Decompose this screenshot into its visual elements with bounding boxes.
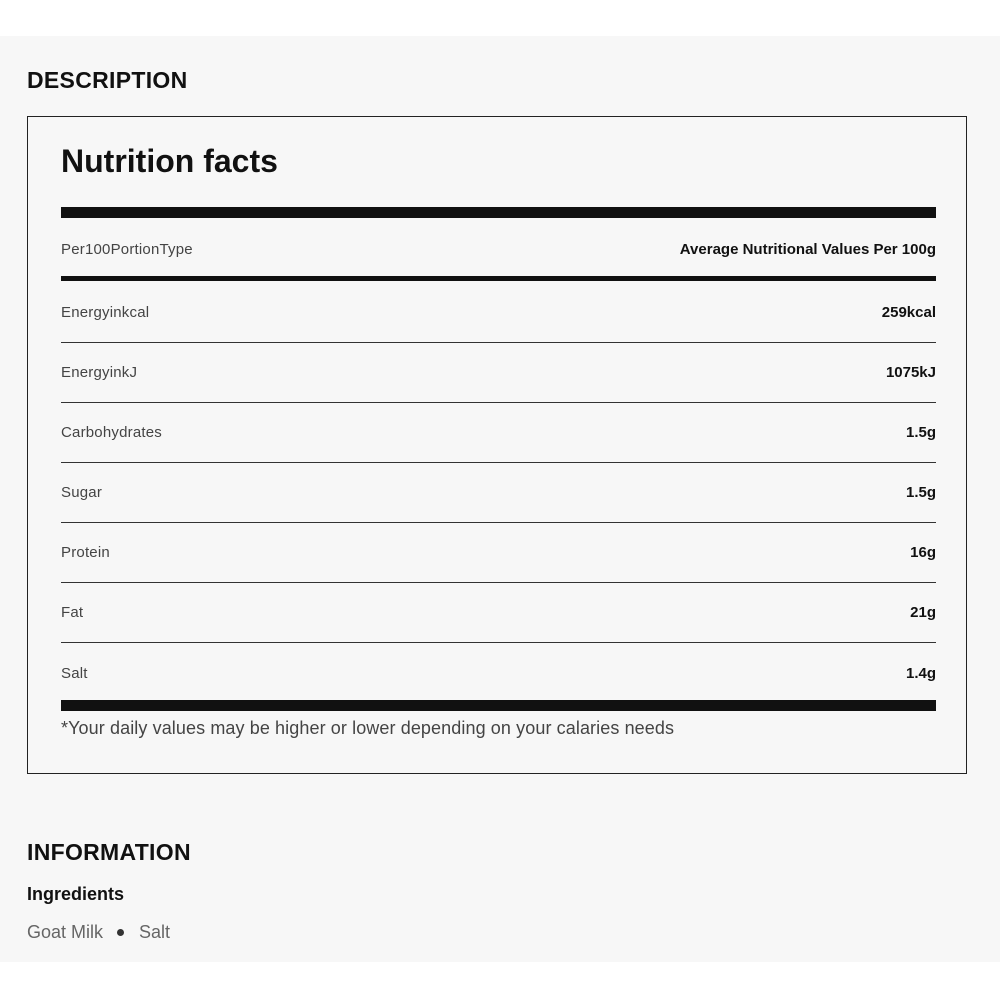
medium-divider [61, 276, 936, 281]
nutrient-value: 16g [910, 544, 936, 561]
nutrient-label: Salt [61, 664, 88, 682]
nutrient-label: Protein [61, 544, 110, 561]
portion-type-label: Per100PortionType [61, 240, 193, 258]
nutrition-facts-title: Nutrition facts [61, 143, 278, 179]
ingredient-list [27, 922, 170, 943]
nutrient-row-sugar [61, 463, 936, 523]
nutrient-label: Fat [61, 604, 84, 621]
nutrient-label: Sugar [61, 484, 103, 501]
ingredient-item: Salt [139, 922, 171, 942]
nutrient-value: 1.4g [905, 664, 936, 682]
nutrient-value: 259kcal [881, 304, 936, 321]
portion-type-value: Average Nutritional Values Per 100g [679, 240, 936, 258]
nutrient-label: Energyinkcal [61, 304, 150, 321]
thick-divider [61, 700, 936, 711]
nutrient-row-fat [61, 583, 936, 643]
information-heading: INFORMATION [27, 839, 191, 865]
description-heading: DESCRIPTION [27, 67, 188, 93]
nutrient-row-energy-kcal [61, 283, 936, 343]
ingredient-item: Goat Milk [27, 922, 104, 942]
portion-header-row [61, 229, 936, 269]
nutrient-row-protein [61, 523, 936, 583]
ingredients-heading: Ingredients [27, 884, 125, 904]
bullet-separator [117, 929, 124, 936]
nutrient-label: Carbohydrates [61, 424, 162, 441]
nutrient-row-salt [61, 643, 936, 703]
nutrient-row-energy-kj [61, 343, 936, 403]
nutrient-value: 21g [910, 604, 936, 621]
nutrient-value: 1.5g [905, 424, 936, 441]
nutrition-facts-box [27, 116, 967, 774]
thick-divider [61, 207, 936, 218]
nutrient-value: 1.5g [905, 484, 936, 501]
nutrient-row-carbohydrates [61, 403, 936, 463]
product-details-panel [0, 36, 1000, 962]
nutrient-label: EnergyinkJ [61, 364, 138, 381]
nutrient-value: 1075kJ [885, 364, 936, 381]
daily-values-footnote: *Your daily values may be higher or lower depending on your calaries needs [61, 718, 675, 738]
